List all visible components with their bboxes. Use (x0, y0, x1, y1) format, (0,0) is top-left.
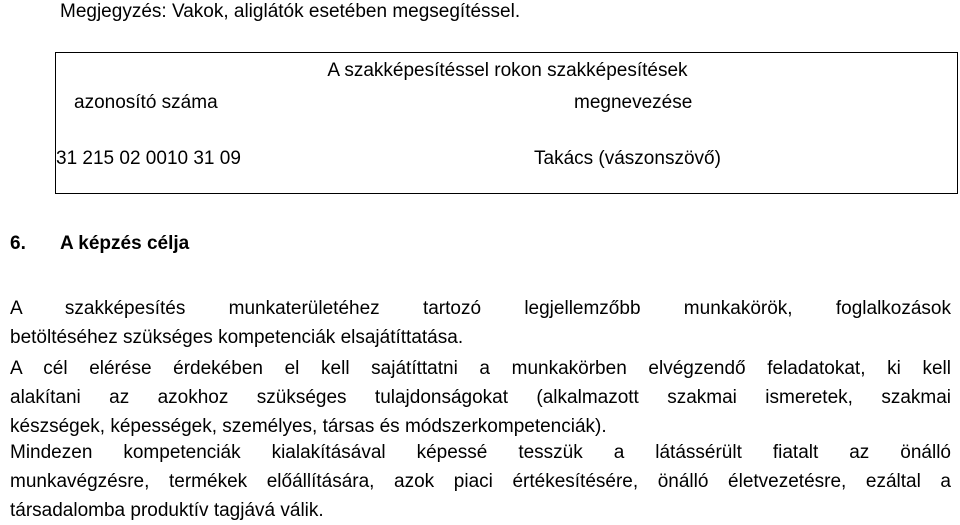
table-cell-id: 31 215 02 0010 31 09 (56, 148, 241, 169)
paragraph-line: Mindezen kompetenciák kialakításával képessé tesszük a látássérült fiatalt az önálló (10, 442, 951, 463)
column-header-name: megnevezése (574, 92, 693, 113)
column-header-id: azonosító száma (74, 92, 218, 113)
note-text: Megjegyzés: Vakok, aliglátók esetében megsegítéssel. (60, 1, 521, 22)
section-number: 6. (10, 233, 26, 254)
paragraph-line: társadalomba produktív tagjává válik. (10, 500, 324, 521)
paragraph-line: A cél elérése érdekében el kell sajátíttatni a munkakörben elvégzendő feladatokat, ki kell (10, 358, 951, 379)
section-title: A képzés célja (60, 233, 190, 254)
paragraph-line: alakítani az azokhoz szükséges tulajdonságokat (alkalmazott szakmai ismeretek, szakmai (10, 387, 951, 408)
paragraph-line: betöltéséhez szükséges kompetenciák elsajátíttatása. (10, 327, 464, 348)
related-qualifications-table (55, 52, 958, 194)
paragraph-3 (10, 438, 951, 525)
paragraph-1 (10, 294, 951, 352)
table-cell-name: Takács (vászonszövő) (534, 148, 721, 169)
paragraph-2 (10, 354, 951, 441)
paragraph-line: készségek, képességek, személyes, társas és módszerkompetenciák). (10, 416, 607, 437)
table-header: A szakképesítéssel rokon szakképesítések (327, 60, 688, 81)
paragraph-line: A szakképesítés munkaterületéhez tartozó legjellemzőbb munkakörök, foglalkozások (10, 298, 951, 319)
paragraph-line: munkavégzésre, termékek előállítására, azok piaci értékesítésére, önálló életvezetésre, ezáltal a (10, 471, 951, 492)
